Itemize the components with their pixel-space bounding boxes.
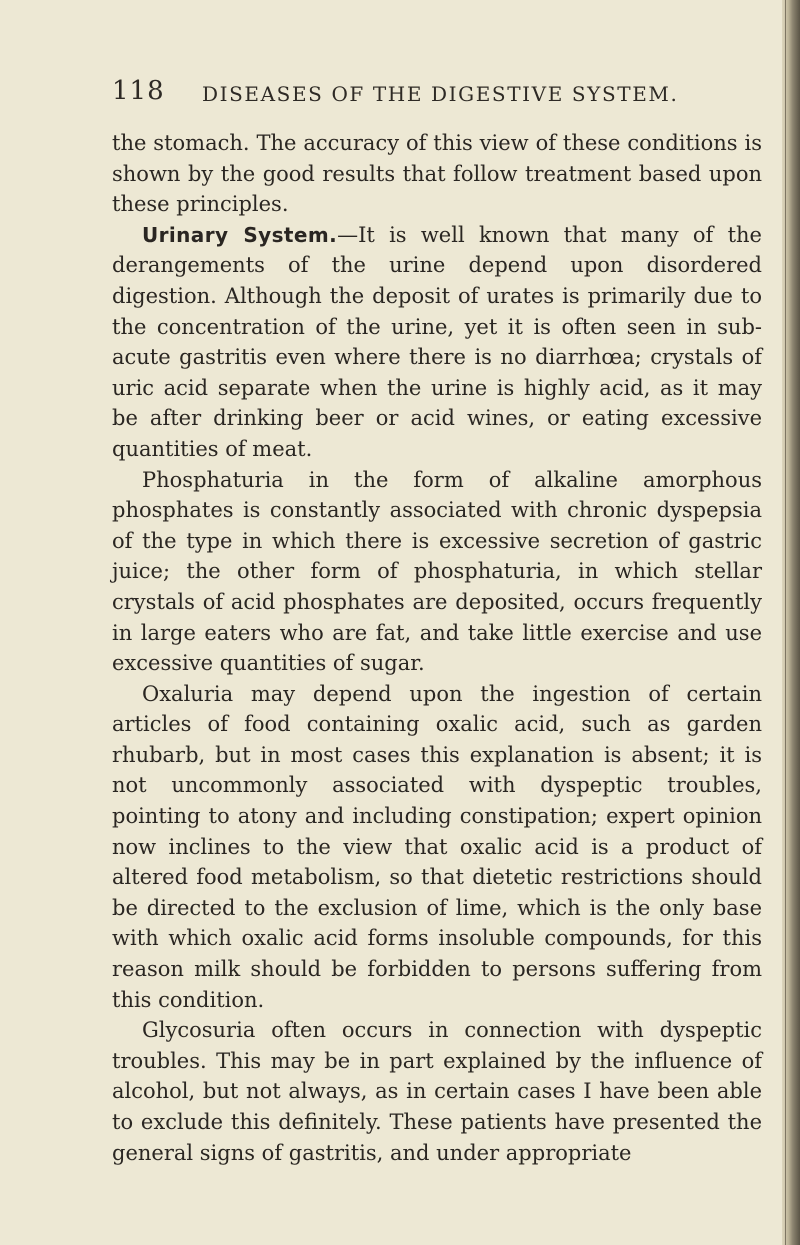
section-heading-urinary-system: Urinary System. bbox=[142, 222, 338, 247]
paragraph-oxaluria: Oxaluria may depend upon the ingestion of certain articles of food containing oxalic acid, such as garden rhubarb, but in most cases this explanation is absent; it is not uncommonly associated with dyspeptic troubles, pointing to atony and including constipation; expert opinion now inclines to the view that oxalic acid is a product of altered food metabolism, so that dietetic restrictions should be directed to the exclusion of lime, which is the only base with which oxalic acid forms insoluble compounds, for this reason milk should be forbidden to persons suffering from this condition. bbox=[112, 681, 762, 1012]
paragraph-urinary-system bbox=[112, 220, 762, 465]
running-title: DISEASES OF THE DIGESTIVE SYSTEM. bbox=[202, 82, 679, 106]
page-number: 118 bbox=[112, 76, 165, 106]
paragraph-continuation: the stomach. The accuracy of this view of these conditions is shown by the good results that follow treatment based upon these principles. bbox=[112, 131, 762, 217]
page-header bbox=[112, 76, 752, 112]
paragraph-urinary-system-text: —It is well known that many of the derangements of the urine depend upon disordered digestion. Although the deposit of urates is primarily due to the concentration of the urine, yet it is often seen in sub-acute gastritis even where there is no diarrhœa; crystals of uric acid separate when the urine is highly acid, as it may be after drinking beer or acid wines, or eating excessive quantities of meat. bbox=[112, 222, 762, 461]
paragraph-phosphaturia: Phosphaturia in the form of alkaline amorphous phosphates is constantly associated with chronic dyspepsia of the type in which there is excessive secretion of gastric juice; the other form of phosphaturia, in which stellar crystals of acid phosphates are deposited, occurs frequently in large eaters who are fat, and take little exercise and use excessive quantities of sugar. bbox=[112, 467, 762, 676]
page-edge-line bbox=[785, 0, 786, 1245]
body-text bbox=[112, 128, 762, 1168]
paragraph-glycosuria: Glycosuria often occurs in connection with dyspeptic troubles. This may be in part explained by the influence of alcohol, but not always, as in certain cases I have been able to exclude this definitely. These patients have presented the general signs of gastritis, and under appropriate bbox=[112, 1018, 762, 1165]
